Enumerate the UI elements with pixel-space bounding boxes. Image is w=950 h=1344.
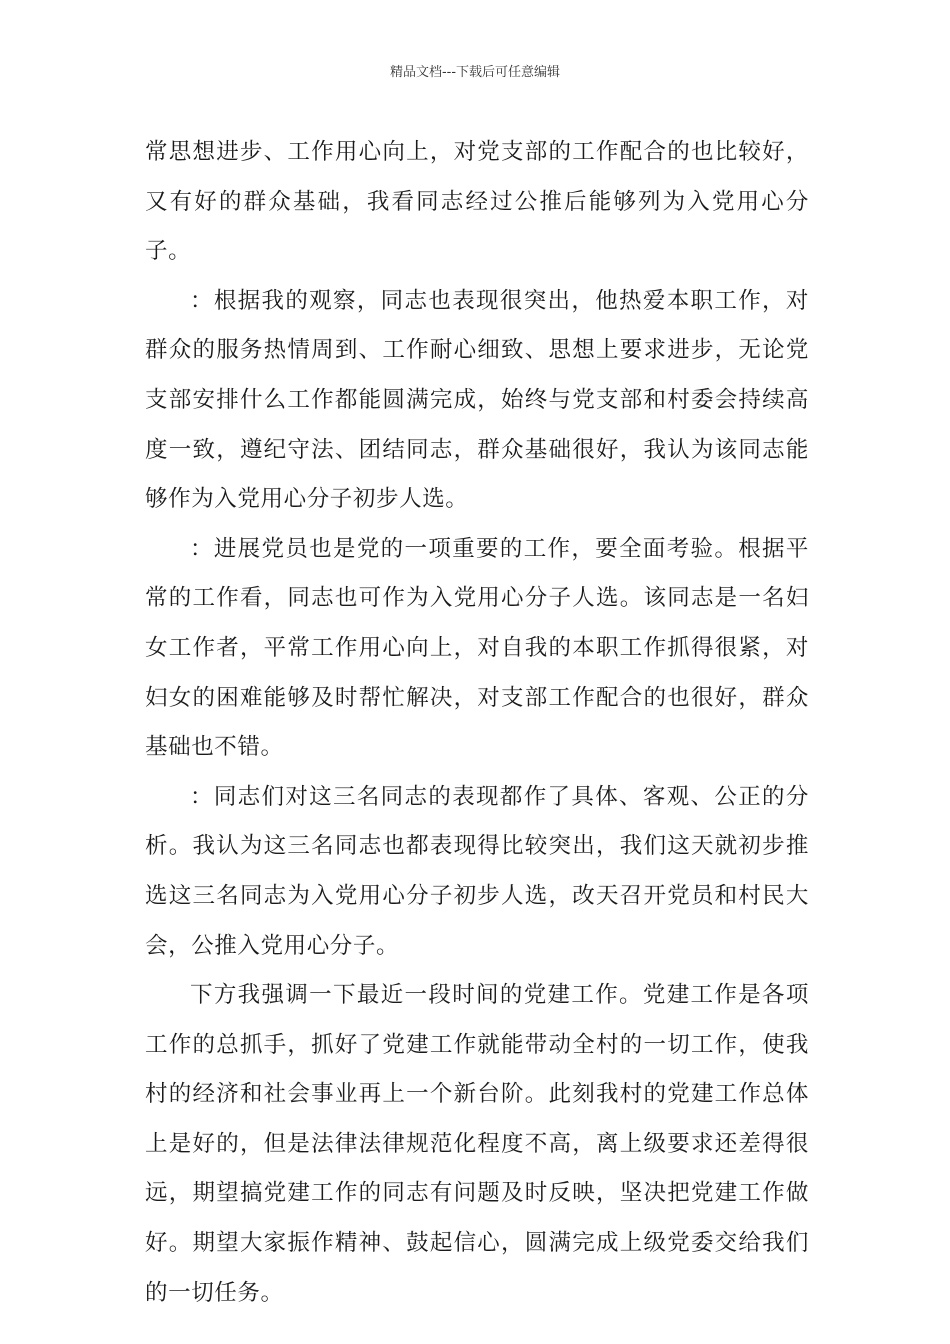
paragraph-party-building: 下方我强调一下最近一段时间的党建工作。党建工作是各项工作的总抓手，抓好了党建工作就能带动全村的一切工作，使我村的经济和社会事业再上一个新台阶。此刻我村的党建工作总体上是好的，但是法律法律规范化程度不高，离上级要求还差得很远，期望搞党建工作的同志有问题及时反映，坚决把党建工作做好。期望大家振作精神、鼓起信心，圆满完成上级党委交给我们的一切任务。 xyxy=(145,982,809,1306)
paragraph-speaker-summary: ：同志们对这三名同志的表现都作了具体、客观、公正的分析。我认为这三名同志也都表现得比较突出，我们这天就初步推选这三名同志为入党用心分子初步人选，改天召开党员和村民大会，公推入党用心分子。 xyxy=(145,783,809,959)
paragraph-continuation: 常思想进步、工作用心向上，对党支部的工作配合的也比较好，又有好的群众基础，我看同志经过公推后能够列为入党用心分子。 xyxy=(145,139,809,265)
paragraph-speaker-observation: ：根据我的观察，同志也表现很突出，他热爱本职工作，对群众的服务热情周到、工作耐心细致、思想上要求进步，无论党支部安排什么工作都能圆满完成，始终与党支部和村委会持续高度一致，遵纪守法、团结同志，群众基础很好，我认为该同志能够作为入党用心分子初步人选。 xyxy=(145,287,809,513)
page-header: 精品文档---下载后可任意编辑 xyxy=(389,65,561,80)
paragraph-speaker-development: ：进展党员也是党的一项重要的工作，要全面考验。根据平常的工作看，同志也可作为入党用心分子人选。该同志是一名妇女工作者，平常工作用心向上，对自我的本职工作抓得很紧，对妇女的困难能够及时帮忙解决，对支部工作配合的也很好，群众基础也不错。 xyxy=(145,535,809,761)
document-body xyxy=(145,128,809,1318)
